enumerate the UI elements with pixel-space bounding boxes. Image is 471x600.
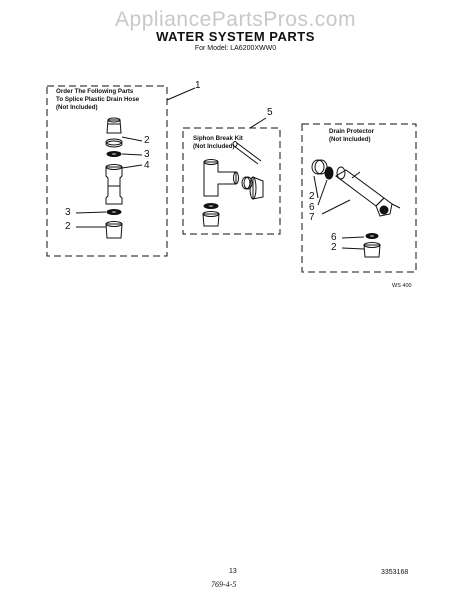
page-number: 13 [229,568,237,575]
callout-r-2-upper: 2 [309,191,315,202]
callout-2-lower: 2 [65,221,71,232]
middle-box-leader [250,118,266,128]
washer-part-lower [107,210,121,215]
left-box-title-line2: To Splice Plastic Drain Hose [56,96,140,103]
drain-washer-part [325,167,333,179]
right-box-frame [302,124,416,272]
left-box-leader [167,88,195,100]
siphon-washer-part [204,204,218,209]
watermark-text: AppliancePartsPros.com [115,8,356,31]
middle-box-title-line2: (Not Included) [193,143,235,150]
page-title: WATER SYSTEM PARTS [156,29,315,44]
clamp-part-lower [106,222,122,239]
drain-protector-body-part [336,167,400,216]
siphon-cap-part [203,212,219,227]
figure-code: WS 400 [392,283,412,289]
doc-number: 3353168 [381,569,409,576]
washer-part-upper [107,152,121,157]
callout-2-upper: 2 [144,135,150,146]
coupling-part [106,165,122,205]
siphon-tee-part [204,160,239,197]
handwritten-note: 769-4-5 [211,580,237,589]
callout-3-upper: 3 [144,149,150,160]
callout-r-7: 7 [309,212,315,223]
callout-4: 4 [144,160,150,171]
middle-box-title-line1: Siphon Break Kit [193,135,243,142]
adapter-top-part [107,118,121,133]
right-box-title [329,128,374,144]
left-box-title [56,88,139,112]
callout-5: 5 [267,107,273,118]
callout-r-6-upper: 6 [309,202,315,213]
right-box-title-line2: (Not Included) [329,136,371,143]
model-line: For Model: LA6200XWW0 [194,45,277,52]
left-box-title-line1: Order The Following Parts [56,88,134,95]
left-box-title-line3: (Not Included) [56,104,98,111]
clamp-part-upper [106,139,122,147]
callout-r-6-lower: 6 [331,232,337,243]
drain-cap-part [364,243,380,258]
callout-r-2-lower: 2 [331,242,337,253]
right-box-title-line1: Drain Protector [329,128,375,135]
callout-1: 1 [195,80,201,91]
drain-washer-lower-part [366,234,378,239]
callout-3-lower: 3 [65,207,71,218]
middle-box-title [193,135,243,151]
